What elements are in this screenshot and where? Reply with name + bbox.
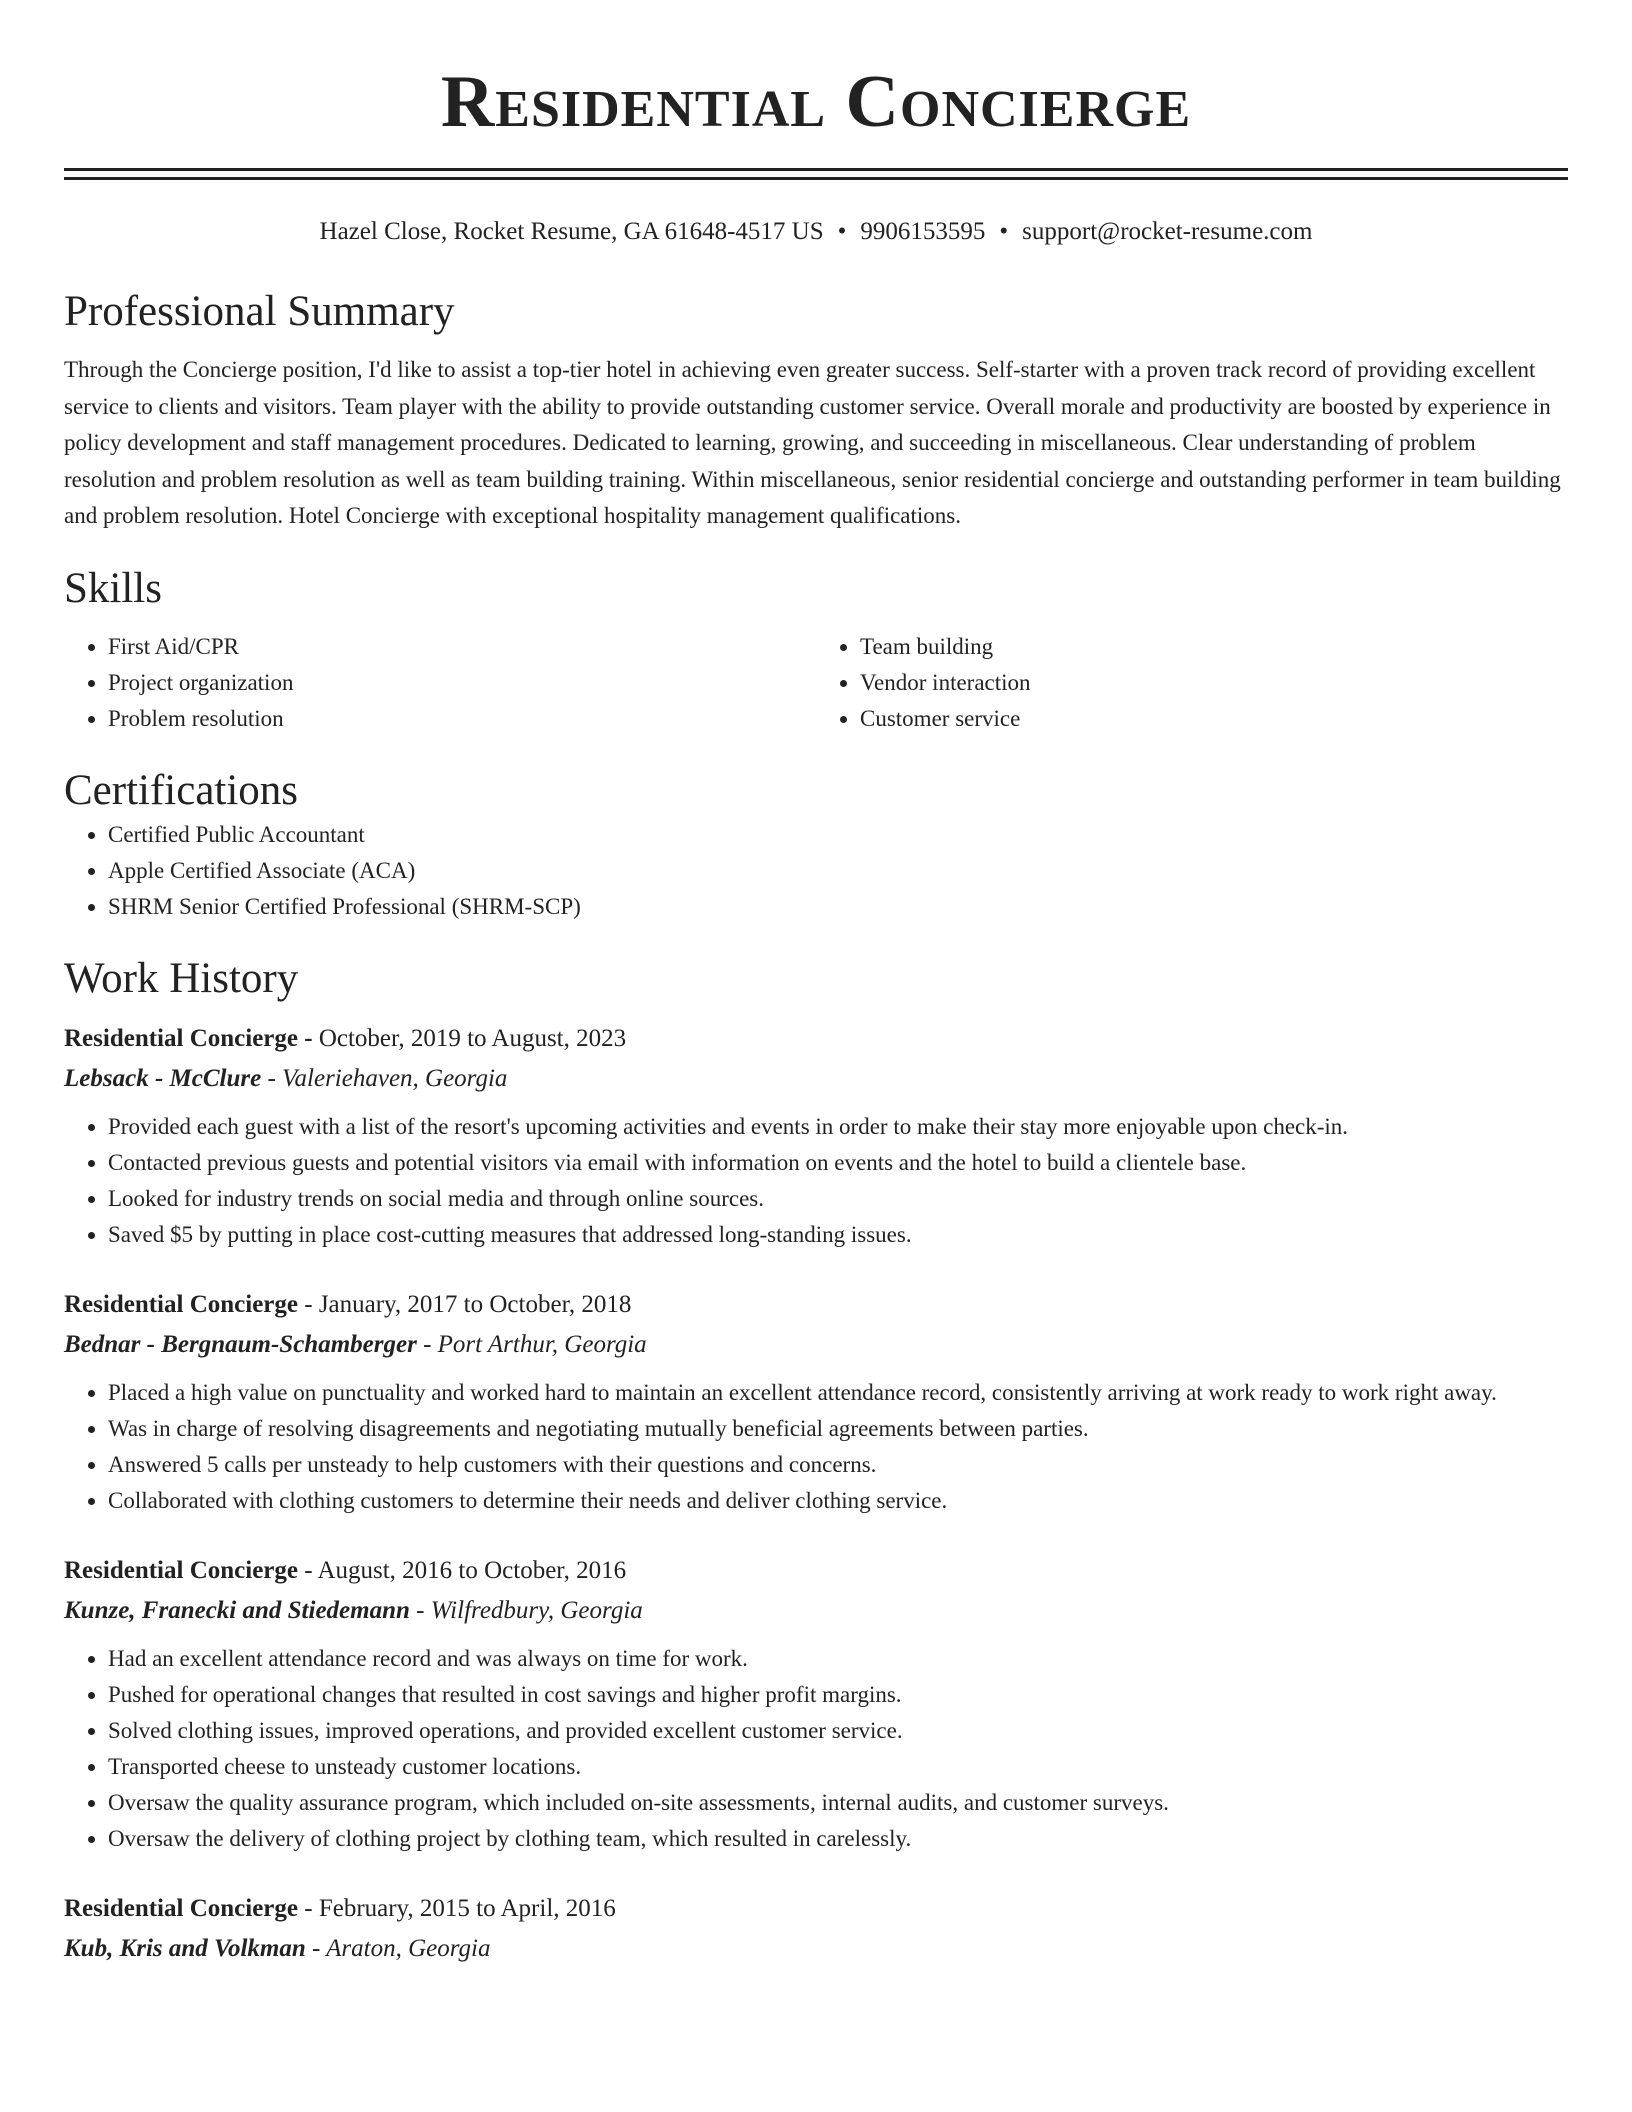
job-company-line: Kub, Kris and Volkman - Araton, Georgia <box>64 1934 491 1962</box>
job-entry <box>64 1019 1568 1253</box>
job-entry <box>64 1285 1568 1519</box>
skills-section <box>64 563 1568 737</box>
job-bullet: • Was in charge of resolving disagreements and negotiating mutually beneficial agreements between parties. <box>108 1411 1568 1447</box>
job-company: Kunze, Franecki and Stiedemann <box>64 1596 410 1624</box>
job-company: Kub, Kris and Volkman <box>64 1934 306 1962</box>
job-bullet: • Contacted previous guests and potential visitors via email with information on events and the hotel to build a clientele base. <box>108 1145 1568 1181</box>
job-bullets <box>64 1109 1568 1253</box>
contact-separator: • <box>837 218 847 245</box>
job-bullets <box>64 1641 1568 1857</box>
certification-item: • Apple Certified Associate (ACA) <box>108 853 1568 889</box>
title-rule-bottom <box>64 177 1568 180</box>
job-location: Wilfredbury, Georgia <box>430 1596 643 1624</box>
job-bullet: • Answered 5 calls per unsteady to help customers with their questions and concerns. <box>108 1447 1568 1483</box>
job-entry <box>64 1889 1568 1969</box>
skill-item: • Customer service <box>860 701 1568 737</box>
job-title-line: Residential Concierge - February, 2015 to April, 2016 <box>64 1894 616 1922</box>
job-dates: February, 2015 to April, 2016 <box>318 1894 616 1922</box>
contact-address: Hazel Close, Rocket Resume, GA 61648-4517 US <box>319 218 824 245</box>
job-title-line: Residential Concierge - January, 2017 to October, 2018 <box>64 1290 632 1318</box>
contact-email: support@rocket-resume.com <box>1022 218 1313 245</box>
job-title: Residential Concierge <box>64 1290 298 1318</box>
job-bullet: • Collaborated with clothing customers to determine their needs and deliver clothing service. <box>108 1483 1568 1519</box>
job-title: Residential Concierge <box>64 1556 298 1584</box>
skills-list-right <box>816 629 1568 737</box>
job-title: Residential Concierge <box>64 1024 298 1052</box>
job-company-line: Kunze, Franecki and Stiedemann - Wilfredbury, Georgia <box>64 1596 643 1624</box>
skill-item: • Project organization <box>108 665 816 701</box>
skill-item: • First Aid/CPR <box>108 629 816 665</box>
job-company-line: Bednar - Bergnaum-Schamberger - Port Arthur, Georgia <box>64 1330 647 1358</box>
job-bullet: • Provided each guest with a list of the resort's upcoming activities and events in order to make their stay more enjoyable upon check-in. <box>108 1109 1568 1145</box>
job-location: Valeriehaven, Georgia <box>282 1064 508 1092</box>
job-bullets <box>64 1375 1568 1519</box>
certifications-heading: Certifications <box>64 766 299 814</box>
job-title: Residential Concierge <box>64 1894 298 1922</box>
job-title-line: Residential Concierge - October, 2019 to August, 2023 <box>64 1024 627 1052</box>
job-bullet: • Saved $5 by putting in place cost-cutting measures that addressed long-standing issues. <box>108 1217 1568 1253</box>
resume-title: Residential Concierge <box>440 61 1192 143</box>
contact-phone: 9906153595 <box>860 218 986 245</box>
summary-text: Through the Concierge position, I'd like to assist a top-tier hotel in achieving even greater success. Self-starter with a proven track record of providing excellent service to clients and visitors. Team player with the ability to provide outstanding customer service. Overall morale and productivity are boosted by experience in policy development and staff management procedures. Dedicated to learning, growing, and succeeding in miscellaneous. Clear understanding of problem resolution and problem resolution as well as team building training. Within miscellaneous, senior residential concierge and outstanding performer in team building and problem resolution. Hotel Concierge with exceptional hospitality management qualifications. <box>64 357 1561 528</box>
job-entry <box>64 1551 1568 1857</box>
job-company: Lebsack - McClure <box>64 1064 262 1092</box>
job-company-line: Lebsack - McClure - Valeriehaven, Georgia <box>64 1064 508 1092</box>
job-bullet: • Oversaw the quality assurance program, which included on-site assessments, internal audits, and customer surveys. <box>108 1785 1568 1821</box>
summary-section <box>64 286 1568 535</box>
job-dates: October, 2019 to August, 2023 <box>318 1024 627 1052</box>
skills-heading: Skills <box>64 564 162 612</box>
contact-line <box>64 216 1568 248</box>
skill-item: • Vendor interaction <box>860 665 1568 701</box>
job-dates: August, 2016 to October, 2016 <box>317 1556 627 1584</box>
title-rule-top <box>64 168 1568 171</box>
certifications-list <box>64 817 1568 925</box>
job-title-line: Residential Concierge - August, 2016 to October, 2016 <box>64 1556 627 1584</box>
job-bullet: • Oversaw the delivery of clothing project by clothing team, which resulted in carelessly. <box>108 1821 1568 1857</box>
skill-item: • Problem resolution <box>108 701 816 737</box>
job-location: Port Arthur, Georgia <box>437 1330 647 1358</box>
job-company: Bednar - Bergnaum-Schamberger <box>64 1330 417 1358</box>
skill-item: • Team building <box>860 629 1568 665</box>
skills-grid <box>64 629 1568 737</box>
certification-item: • SHRM Senior Certified Professional (SHRM-SCP) <box>108 889 1568 925</box>
contact-separator: • <box>999 218 1009 245</box>
certification-item: • Certified Public Accountant <box>108 817 1568 853</box>
job-bullet: • Transported cheese to unsteady customer locations. <box>108 1749 1568 1785</box>
skills-list-left <box>64 629 816 737</box>
job-bullet: • Solved clothing issues, improved operations, and provided excellent customer service. <box>108 1713 1568 1749</box>
work-history-heading: Work History <box>64 954 299 1002</box>
job-dates: January, 2017 to October, 2018 <box>318 1290 632 1318</box>
job-bullet: • Looked for industry trends on social media and through online sources. <box>108 1181 1568 1217</box>
job-bullet: • Had an excellent attendance record and was always on time for work. <box>108 1641 1568 1677</box>
summary-heading: Professional Summary <box>64 288 455 335</box>
job-bullet: • Pushed for operational changes that resulted in cost savings and higher profit margins. <box>108 1677 1568 1713</box>
work-history-section <box>64 953 1568 1969</box>
job-location: Araton, Georgia <box>326 1934 491 1962</box>
certifications-section <box>64 765 1568 925</box>
job-bullet: • Placed a high value on punctuality and worked hard to maintain an excellent attendance record, consistently arriving at work ready to work right away. <box>108 1375 1568 1411</box>
